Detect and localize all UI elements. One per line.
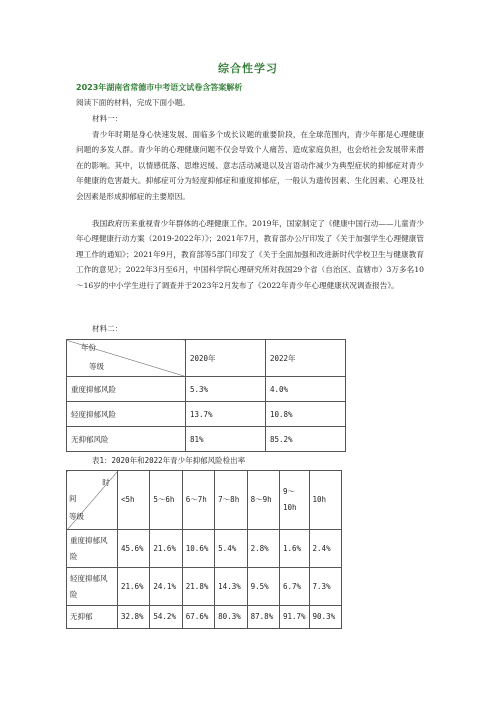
table1-corner-cell: [67, 340, 186, 377]
table-row: [67, 427, 346, 452]
material1-label: 材料一：: [92, 114, 123, 123]
table1-corner-top: 年份: [81, 343, 96, 352]
value-cell: 81%: [186, 427, 266, 452]
sleep-duration-risk-table: [66, 470, 342, 629]
row-label: 重度抑郁风险: [67, 377, 186, 402]
value-cell: 7.3%: [309, 568, 341, 606]
table1-header-2020: 2020年: [186, 340, 266, 377]
table2-corner-top: 时: [102, 478, 110, 487]
value-cell: 45.6%: [118, 530, 150, 568]
table-row: [67, 606, 342, 629]
table2-header-5-6h: 5～6h: [150, 471, 182, 530]
value-cell: 85.2%: [266, 427, 346, 452]
value-cell: 2.4%: [309, 530, 341, 568]
value-cell: 6.7%: [279, 568, 309, 606]
exam-subtitle: 2023年湖南省常德市中考语文试卷含答案解析: [76, 83, 243, 92]
value-cell: 21.6%: [150, 530, 182, 568]
table1-header-2022: 2022年: [266, 340, 346, 377]
table2-header-7-8h: 7～8h: [215, 471, 247, 530]
value-cell: 9.5%: [247, 568, 279, 606]
value-cell: 24.1%: [150, 568, 182, 606]
material1-paragraph-1: 青少年时期是身心快速发展、面临多个成长议题的重要阶段，在全球范围内，青少年都是心理健康问题的多发人群。青少年的心理健康问题不仅会导致个人痛苦、造成家庭负担，也会给社会发展带来潜在的影响。其中，以情感低落、思维迟缓、意志活动减退以及言语动作减少为典型症状的抑郁症对青少年健康的危害最大。抑郁症可分为轻度抑郁症和重度抑郁症，一般认为遗传因素、生化因素、心理及社会因素是形成抑郁症的主要原因。: [76, 130, 424, 201]
value-cell: 2.8%: [247, 530, 279, 568]
value-cell: 91.7%: [279, 606, 309, 629]
value-cell: 1.6%: [279, 530, 309, 568]
table2-header-6-7h: 6～7h: [182, 471, 214, 530]
value-cell: 80.3%: [215, 606, 247, 629]
table2-corner-mid: 间: [69, 494, 77, 503]
value-cell: 14.3%: [215, 568, 247, 606]
row-label: 轻度抑郁风险: [67, 568, 118, 606]
value-cell: 4.0%: [266, 377, 346, 402]
value-cell: 5.4%: [215, 530, 247, 568]
value-cell: 13.7%: [186, 402, 266, 427]
value-cell: 21.6%: [118, 568, 150, 606]
table2-header-9-10h: 9～10h: [279, 471, 309, 530]
depression-risk-year-table: [66, 339, 346, 452]
value-cell: 32.8%: [118, 606, 150, 629]
table2-header-10h: 10h: [309, 471, 341, 530]
row-label: 无抑郁风险: [67, 427, 186, 452]
table2-header-lt5h: <5h: [118, 471, 150, 530]
table2-corner-bottom: 等级: [69, 512, 84, 521]
table1-caption: 表1：2020年和2022年青少年抑郁风险检出率: [92, 456, 246, 465]
instruction-text: 阅读下面的材料，完成下面小题。: [76, 98, 190, 107]
value-cell: 87.8%: [247, 606, 279, 629]
table-row: [67, 530, 342, 568]
row-label: 重度抑郁风险: [67, 530, 118, 568]
material2-label: 材料二：: [92, 324, 123, 333]
value-cell: 67.6%: [182, 606, 214, 629]
material1-paragraph-2: 我国政府历来重视青少年群体的心理健康工作。2019年，国家制定了《健康中国行动——儿童青少年心理健康行动方案（2019-2022年）》；2021年7月，教育部办公厅印发了《关于加强学生心理健康管理工作的通知》；2021年9月，教育部等5部门印发了《关于全面加强和改进新时代学校卫生与健康教育工作的意见》；2022年3月至6月，中国科学院心理研究所对我国29个省（自治区、直辖市）3万多名10～16岁的中小学生进行了调查并于2023年2月发布了《2022年青少年心理健康状况调查报告》。: [76, 219, 424, 290]
row-label: 无抑郁: [67, 606, 118, 629]
table-row: [67, 377, 346, 402]
value-cell: 21.8%: [182, 568, 214, 606]
value-cell: 90.3%: [309, 606, 341, 629]
value-cell: 5.3%: [186, 377, 266, 402]
table2-header-8-9h: 8～9h: [247, 471, 279, 530]
value-cell: 54.2%: [150, 606, 182, 629]
value-cell: 10.6%: [182, 530, 214, 568]
table1-corner-bottom: 等级: [89, 362, 104, 371]
page-title: 综合性学习: [218, 62, 278, 75]
value-cell: 10.8%: [266, 402, 346, 427]
table2-corner-cell: [67, 471, 118, 530]
table-row: [67, 402, 346, 427]
row-label: 轻度抑郁风险: [67, 402, 186, 427]
table-row: [67, 568, 342, 606]
